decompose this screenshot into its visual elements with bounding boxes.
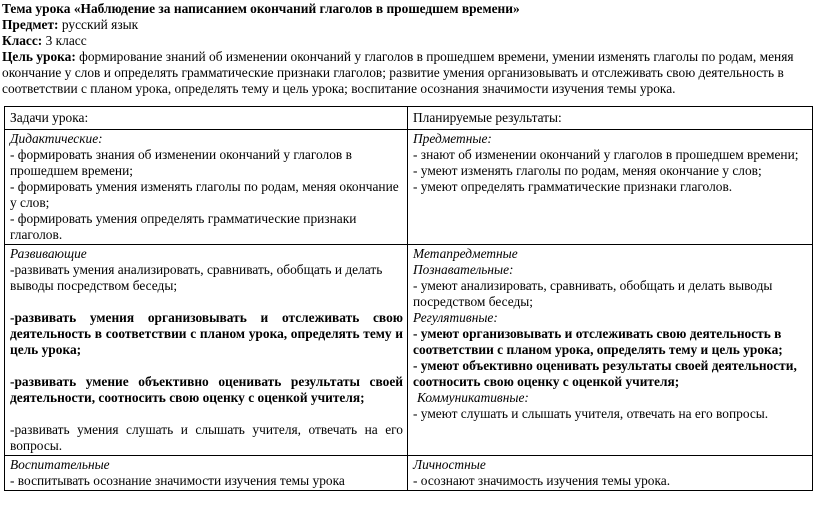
subject-results-title: Предметные: [413, 131, 492, 146]
meta-cell [408, 245, 813, 456]
subject-line [2, 17, 814, 33]
developing-item-4: -развивать умения слушать и слышать учителя, отвечать на его вопросы. [10, 422, 403, 453]
communicative-title: Коммуникативные: [417, 390, 529, 405]
goal-line [2, 49, 814, 97]
developing-item-3: -развивать умение объективно оценивать результаты своей деятельности, соотносить свою оценку с оценкой учителя; [10, 374, 403, 405]
lesson-table [4, 106, 813, 491]
cognitive-item: - умеют анализировать, сравнивать, обобщать и делать выводы посредством беседы; [413, 278, 773, 309]
table-row-developing [5, 245, 813, 456]
educational-cell [5, 456, 408, 491]
grade-line [2, 33, 814, 49]
col2-header: Планируемые результаты: [408, 107, 813, 130]
educational-item: - воспитывать осознание значимости изучения темы урока [10, 473, 345, 488]
personal-title: Личностные [413, 457, 486, 472]
spacer [10, 358, 403, 374]
educational-title: Воспитательные [10, 457, 110, 472]
subject-results-item-3: - умеют определять грамматические признаки глаголов. [413, 179, 733, 194]
col1-header: Задачи урока: [5, 107, 408, 130]
developing-item-2: -развивать умения организовывать и отслеживать свою деятельность в соответствии с планом урока, определять тему и цель урока; [10, 310, 403, 357]
subject-results-cell [408, 130, 813, 245]
subject-value: русский язык [61, 17, 139, 32]
regulative-title: Регулятивные: [413, 310, 498, 325]
subject-results-item-1: - знают об изменении окончаний у глаголов в прошедшем времени; [413, 147, 799, 162]
didactic-item-2: - формировать умения изменять глаголы по родам, меняя окончание у слов; [10, 179, 399, 210]
subject-results-item-2: - умеют изменять глаголы по родам, меняя окончание у слов; [413, 163, 762, 178]
didactic-item-3: - формировать умения определять грамматические признаки глаголов. [10, 211, 357, 242]
grade-value: 3 класс [45, 33, 87, 48]
personal-item: - осознают значимость изучения темы урока. [413, 473, 671, 488]
developing-title: Развивающие [10, 246, 87, 261]
personal-cell [408, 456, 813, 491]
table-row-educational [5, 456, 813, 491]
developing-item-1: -развивать умения анализировать, сравнивать, обобщать и делать выводы посредством беседы; [10, 262, 383, 293]
didactic-title: Дидактические: [10, 131, 103, 146]
spacer [10, 406, 403, 422]
communicative-item: - умеют слушать и слышать учителя, отвечать на его вопросы. [413, 406, 769, 421]
meta-title: Метапредметные [413, 246, 518, 261]
topic-line [2, 1, 814, 17]
lesson-header [2, 1, 814, 97]
regulative-item-2: - умеют объективно оценивать результаты своей деятельности, соотносить свою оценку с оценкой учителя; [413, 358, 797, 389]
table-header-row [5, 107, 813, 130]
didactic-cell [5, 130, 408, 245]
table-row-didactic [5, 130, 813, 245]
topic-label: Тема урока [2, 1, 71, 16]
didactic-item-1: - формировать знания об изменении окончаний у глаголов в прошедшем времени; [10, 147, 352, 178]
developing-cell [5, 245, 408, 456]
spacer [10, 294, 403, 310]
regulative-item-1: - умеют организовывать и отслеживать свою деятельность в соответствии с планом урока, определять тему и цель урока; [413, 326, 783, 357]
subject-label: Предмет: [2, 17, 59, 32]
goal-value: формирование знаний об изменении окончаний у глаголов в прошедшем времени, умении изменять глаголы по родам, меняя окончание у слов и определять грамматические признаки глаголов; развитие умения организовывать и отслеживать свою деятельность в соответствии с планом урока, определять тему и цель урока; воспитание осознания значимости изучения темы урока. [2, 49, 794, 96]
goal-label: Цель урока: [2, 49, 76, 64]
topic-value: «Наблюдение за написанием окончаний глаголов в прошедшем времени» [73, 1, 520, 16]
grade-label: Класс: [2, 33, 43, 48]
cognitive-title: Познавательные: [413, 262, 514, 277]
